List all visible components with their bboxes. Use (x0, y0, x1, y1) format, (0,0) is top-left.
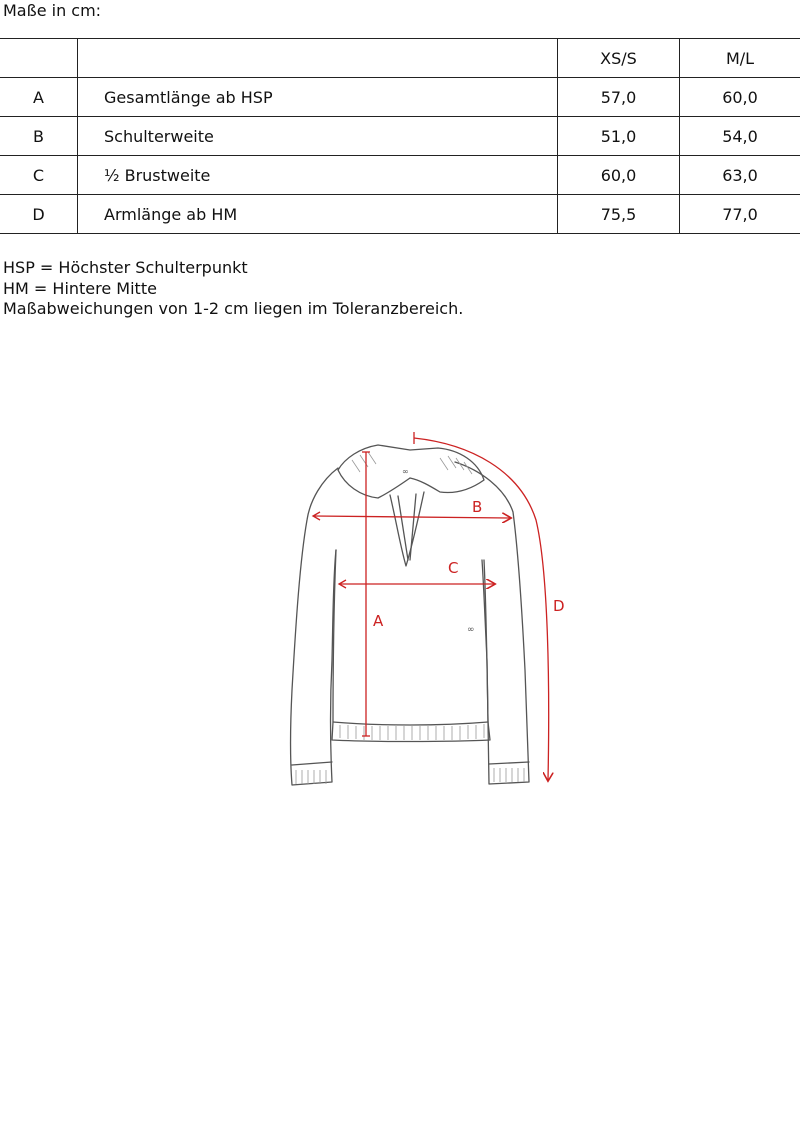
row-value-m-l: 60,0 (680, 78, 800, 117)
measure-b-line (314, 516, 510, 518)
header-size-xs-s: XS/S (558, 39, 680, 78)
header-size-m-l: M/L (680, 39, 800, 78)
row-value-m-l: 63,0 (680, 156, 800, 195)
row-label: Gesamtlänge ab HSP (78, 78, 558, 117)
units-note: Maße in cm: (3, 1, 102, 20)
row-label: Schulterweite (78, 117, 558, 156)
logo-mark: ∞ (467, 625, 475, 635)
row-key: D (0, 195, 78, 234)
row-value-xs-s: 60,0 (558, 156, 680, 195)
row-label: Armlänge ab HM (78, 195, 558, 234)
row-key: A (0, 78, 78, 117)
sweater-outline (291, 445, 530, 785)
row-value-xs-s: 57,0 (558, 78, 680, 117)
row-value-xs-s: 75,5 (558, 195, 680, 234)
note-tolerance: Maßabweichungen von 1-2 cm liegen im Toleranzbereich. (3, 299, 464, 318)
measure-a-label: A (373, 612, 384, 630)
row-value-xs-s: 51,0 (558, 117, 680, 156)
measure-b-label: B (472, 498, 483, 516)
note-hm: HM = Hintere Mitte (3, 278, 157, 298)
measure-d-label: D (553, 597, 565, 615)
row-value-m-l: 77,0 (680, 195, 800, 234)
note-hsp: HSP = Höchster Schulterpunkt (3, 258, 248, 277)
row-key: B (0, 117, 78, 156)
row-label: ½ Brustweite (78, 156, 558, 195)
row-value-m-l: 54,0 (680, 117, 800, 156)
label-logo-mark: ∞ (402, 467, 409, 476)
measure-c-label: C (448, 559, 459, 577)
row-key: C (0, 156, 78, 195)
